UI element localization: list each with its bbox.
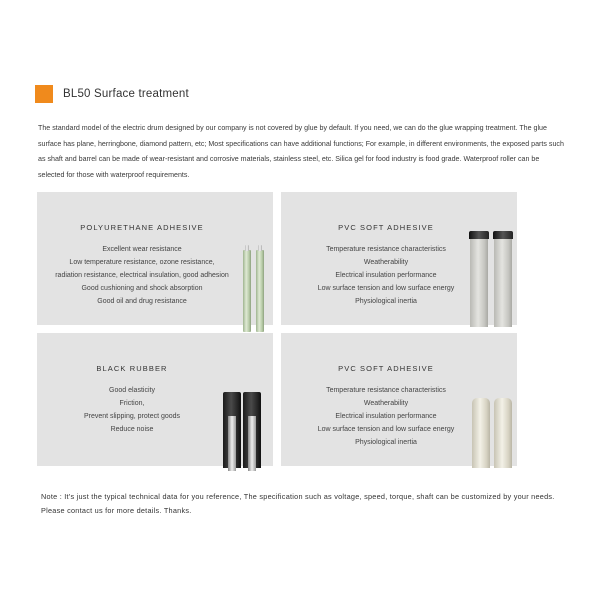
feature-item: Good cushioning and shock absorption xyxy=(81,285,203,292)
grey-roller-image xyxy=(470,237,488,327)
feature-list xyxy=(281,384,491,449)
green-roller-image xyxy=(243,250,251,332)
orange-square-icon xyxy=(35,85,53,103)
feature-item: Prevent slipping, protect goods xyxy=(83,413,181,420)
feature-item: Low temperature resistance, ozone resistance, xyxy=(69,259,215,266)
cream-roller-image xyxy=(472,398,490,468)
intro-paragraph: The standard model of the electric drum designed by our company is not covered by glue by default. If you need, we can do the glue wrapping treatment. The glue surface has plane, herringbone, diamond pattern, etc; Most specifications can have additional functions; For example, in different environments, the exposed parts such as shaft and barrel can be made of wear-resistant and corrosive materials, stainless steel, etc. Silica gel for food industry is food grade. Waterproof roller can be selected for those with waterproof requirements. xyxy=(38,124,564,179)
feature-list xyxy=(281,243,491,308)
feature-list xyxy=(37,384,227,436)
section-header xyxy=(35,85,189,103)
feature-item: Reduce noise xyxy=(110,426,154,433)
feature-item: Physiological inertia xyxy=(355,298,417,305)
note-paragraph: Note : It's just the typical technical data for you reference, The specification such as voltage, speed, torque, shaft can be customized by your needs. Please contact us for more details. Thanks. xyxy=(41,492,555,515)
card-title: PVC SOFT ADHESIVE xyxy=(338,364,434,373)
feature-item: Temperature resistance characteristics xyxy=(326,387,446,394)
feature-item: Electrical insulation performance xyxy=(335,413,437,420)
feature-item: Good oil and drug resistance xyxy=(97,298,187,305)
black-roller-image xyxy=(223,392,241,468)
card-title: POLYURETHANE ADHESIVE xyxy=(80,223,204,232)
green-roller-image xyxy=(256,250,264,332)
feature-list xyxy=(37,243,247,308)
grey-roller-image xyxy=(494,237,512,327)
feature-item: Low surface tension and low surface energy xyxy=(317,426,455,433)
page-title: BL50 Surface treatment xyxy=(63,88,189,100)
card-title: BLACK RUBBER xyxy=(96,364,168,373)
feature-item: Excellent wear resistance xyxy=(102,246,182,253)
feature-item: Weatherability xyxy=(363,400,409,407)
card-polyurethane-adhesive xyxy=(37,192,273,325)
feature-item: Weatherability xyxy=(363,259,409,266)
feature-item: Low surface tension and low surface energy xyxy=(317,285,455,292)
cream-roller-image xyxy=(494,398,512,468)
feature-item: Friction, xyxy=(119,400,145,407)
card-title: PVC SOFT ADHESIVE xyxy=(338,223,434,232)
feature-item: Electrical insulation performance xyxy=(335,272,437,279)
feature-item: Physiological inertia xyxy=(355,439,417,446)
black-roller-image xyxy=(243,392,261,468)
feature-item: Temperature resistance characteristics xyxy=(326,246,446,253)
feature-item: Good elasticity xyxy=(109,387,155,394)
feature-item: radiation resistance, electrical insulation, good adhesion xyxy=(55,272,229,279)
